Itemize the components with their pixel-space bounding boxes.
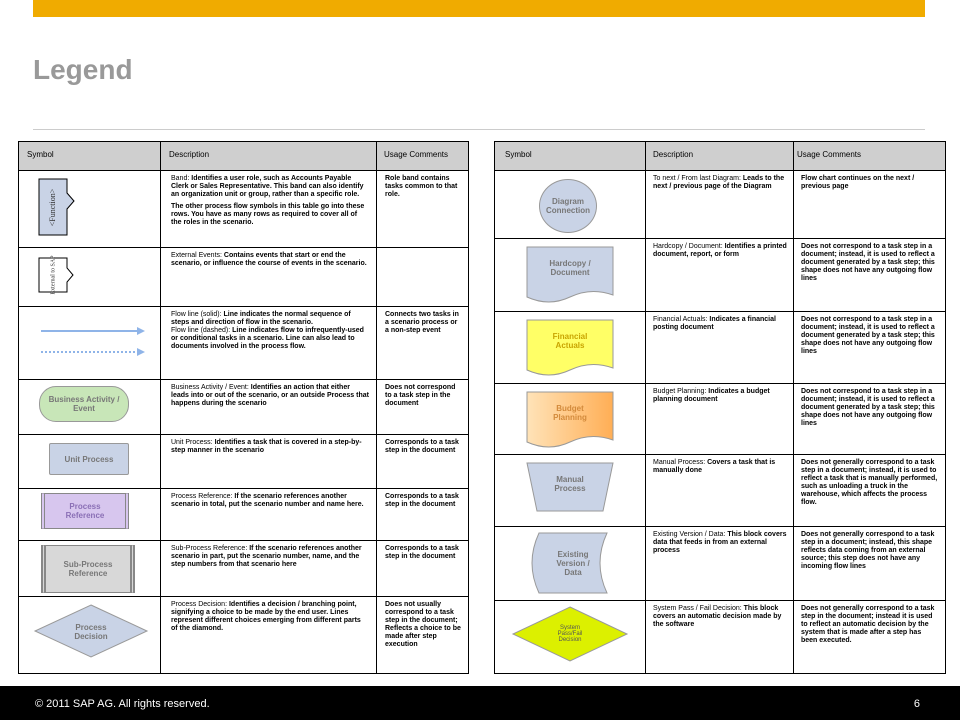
table-row bbox=[495, 171, 945, 239]
table-header bbox=[19, 142, 468, 171]
page-number: 6 bbox=[913, 698, 920, 710]
row-usage: Does not correspond to a task step in the document bbox=[385, 384, 456, 407]
row-description: System Pass / Fail Decision: This block covers an automatic decision made by the software bbox=[653, 605, 782, 628]
row-usage: Connects two tasks in a scenario process or a non-step event bbox=[385, 311, 459, 334]
process-reference-label: Process Reference bbox=[65, 502, 105, 520]
process-reference-icon bbox=[19, 489, 160, 540]
row-description: Existing Version / Data: This block covers data that feeds in from an external process bbox=[653, 531, 787, 554]
diagram-connection-icon bbox=[539, 179, 597, 233]
budget-planning-label: Budget Planning bbox=[553, 404, 587, 422]
row-description: Band: Identifies a user role, such as Accounts Payable Clerk or Sales Representative. This band can also identify an organization unit or group, rather than a specific role. The other process flow symbols in this table go into these rows. You have as many rows as required to cover all of the roles in the scenario. bbox=[171, 175, 365, 226]
row-usage: Does not correspond to a task step in a document; instead, it is used to reflect a document generated by a task step; this shape does not have any outgoing flow lines bbox=[801, 316, 935, 355]
table-row bbox=[495, 527, 945, 601]
external-events-icon bbox=[19, 248, 160, 306]
table-row bbox=[19, 597, 468, 673]
sub-process-reference-icon bbox=[19, 541, 160, 596]
table-row bbox=[19, 380, 468, 435]
table-row bbox=[495, 384, 945, 455]
manual-process-icon bbox=[495, 455, 645, 526]
row-usage: Role band contains tasks common to that role. bbox=[385, 175, 458, 198]
band-label: <Function> bbox=[48, 188, 58, 226]
table-row bbox=[495, 601, 945, 673]
copyright-text: © 2011 SAP AG. All rights reserved. bbox=[35, 698, 210, 710]
row-description: Unit Process: Identifies a task that is covered in a step-by-step manner in the scenario bbox=[171, 439, 362, 454]
row-description: Sub-Process Reference: If the scenario references another scenario in part, put the scenario number, name, and the step numbers from that scenario here bbox=[171, 545, 362, 568]
header-symbol: Symbol bbox=[27, 150, 54, 159]
row-usage: Does not usually correspond to a task step in the document; Reflects a choice to be made after step execution bbox=[385, 601, 461, 648]
row-description: Hardcopy / Document: Identifies a printed document, report, or form bbox=[653, 243, 787, 258]
row-usage: Flow chart continues on the next / previous page bbox=[801, 175, 915, 190]
row-description: Manual Process: Covers a task that is manually done bbox=[653, 459, 776, 474]
external-label: External to SAP bbox=[50, 255, 56, 295]
band-icon bbox=[19, 171, 160, 247]
process-decision-label: Process Decision bbox=[74, 623, 108, 641]
row-description: Process Reference: If the scenario references another scenario in total, put the scenario number and name here. bbox=[171, 493, 364, 508]
hardcopy-document-label: Hardcopy / Document bbox=[549, 259, 591, 277]
table-header bbox=[495, 142, 945, 171]
header-symbol: Symbol bbox=[505, 150, 532, 159]
row-description: External Events: Contains events that start or end the scenario, or influence the course of events in the scenario. bbox=[171, 252, 367, 267]
row-usage: Corresponds to a task step in the document bbox=[385, 439, 459, 454]
business-activity-icon bbox=[39, 386, 129, 422]
page-title: Legend bbox=[33, 54, 133, 85]
unit-process-label: Unit Process bbox=[64, 454, 114, 464]
unit-process-icon bbox=[49, 443, 129, 475]
header-description: Description bbox=[653, 150, 694, 159]
table-row bbox=[19, 489, 468, 541]
row-usage: Corresponds to a task step in the document bbox=[385, 493, 459, 508]
budget-planning-icon bbox=[495, 384, 645, 454]
row-description: To next / From last Diagram: Leads to the next / previous page of the Diagram bbox=[653, 175, 785, 190]
header-usage: Usage Comments bbox=[797, 150, 862, 159]
sub-process-reference-label: Sub-Process Reference bbox=[63, 560, 113, 578]
legend-table-right bbox=[494, 141, 946, 674]
system-pass-fail-label: System Pass/Fail Decision bbox=[557, 625, 583, 643]
table-row bbox=[19, 248, 468, 307]
existing-version-data-icon bbox=[495, 527, 645, 600]
row-usage: Does not generally correspond to a task step in a document; instead, this shape reflects data coming from an external source; this step does not have any incoming flow lines bbox=[801, 531, 935, 570]
table-row bbox=[495, 455, 945, 527]
footer-bar bbox=[0, 686, 960, 720]
system-pass-fail-decision-icon bbox=[495, 601, 645, 673]
manual-process-label: Manual Process bbox=[554, 475, 586, 493]
row-description: Budget Planning: Indicates a budget planning document bbox=[653, 388, 770, 403]
row-description: Business Activity / Event: Identifies an action that either leads into or out of the scenario, or an outside Process that happens during the scenario bbox=[171, 384, 369, 407]
table-row bbox=[19, 541, 468, 597]
row-usage: Does not correspond to a task step in a document; instead, it is used to reflect a document generated by a task step; this shape does not have any outgoing flow lines bbox=[801, 388, 935, 427]
flow-line-icon bbox=[19, 307, 160, 379]
table-row bbox=[19, 171, 468, 248]
financial-actuals-label: Financial Actuals bbox=[552, 332, 588, 350]
table-row bbox=[19, 307, 468, 380]
table-row bbox=[495, 312, 945, 384]
row-description: Flow line (solid): Line indicates the normal sequence of steps and direction of flow in the scenario. Flow line (dashed): Line indicates flow to infrequently-used or conditional tasks in a scenario. Line can also lead to documents involved in the process flow. bbox=[171, 311, 364, 350]
row-usage: Corresponds to a task step in the document bbox=[385, 545, 459, 560]
financial-actuals-icon bbox=[495, 312, 645, 383]
row-usage: Does not correspond to a task step in a document; instead, it is used to reflect a document generated by a task step; this shape does not have any outgoing flow lines bbox=[801, 243, 935, 282]
top-accent-bar bbox=[33, 0, 925, 17]
row-usage: Does not generally correspond to a task step in a document; instead, it is used to reflect a task that is manually performed, such as unloading a truck in the warehouse, which affects the process flow. bbox=[801, 459, 938, 506]
header-description: Description bbox=[169, 150, 210, 159]
legend-table-left bbox=[18, 141, 469, 674]
hardcopy-document-icon bbox=[495, 239, 645, 311]
existing-version-data-label: Existing Version / Data bbox=[556, 549, 590, 577]
row-description: Process Decision: Identifies a decision / branching point, signifying a choice to be made by the end user. Lines represent different choices emerging from different parts of the diamond. bbox=[171, 601, 361, 632]
table-row bbox=[495, 239, 945, 312]
table-row bbox=[19, 435, 468, 489]
diagram-connection-label: Diagram Connection bbox=[546, 197, 590, 215]
header-usage: Usage Comments bbox=[384, 150, 449, 159]
title-divider bbox=[33, 129, 925, 130]
business-activity-label: Business Activity / Event bbox=[48, 395, 120, 413]
row-description: Financial Actuals: Indicates a financial posting document bbox=[653, 316, 776, 331]
process-decision-icon bbox=[19, 597, 160, 673]
row-usage: Does not generally correspond to a task step in the document; instead it is used to reflect an automatic decision by the system that is made after a step has been executed. bbox=[801, 605, 935, 644]
